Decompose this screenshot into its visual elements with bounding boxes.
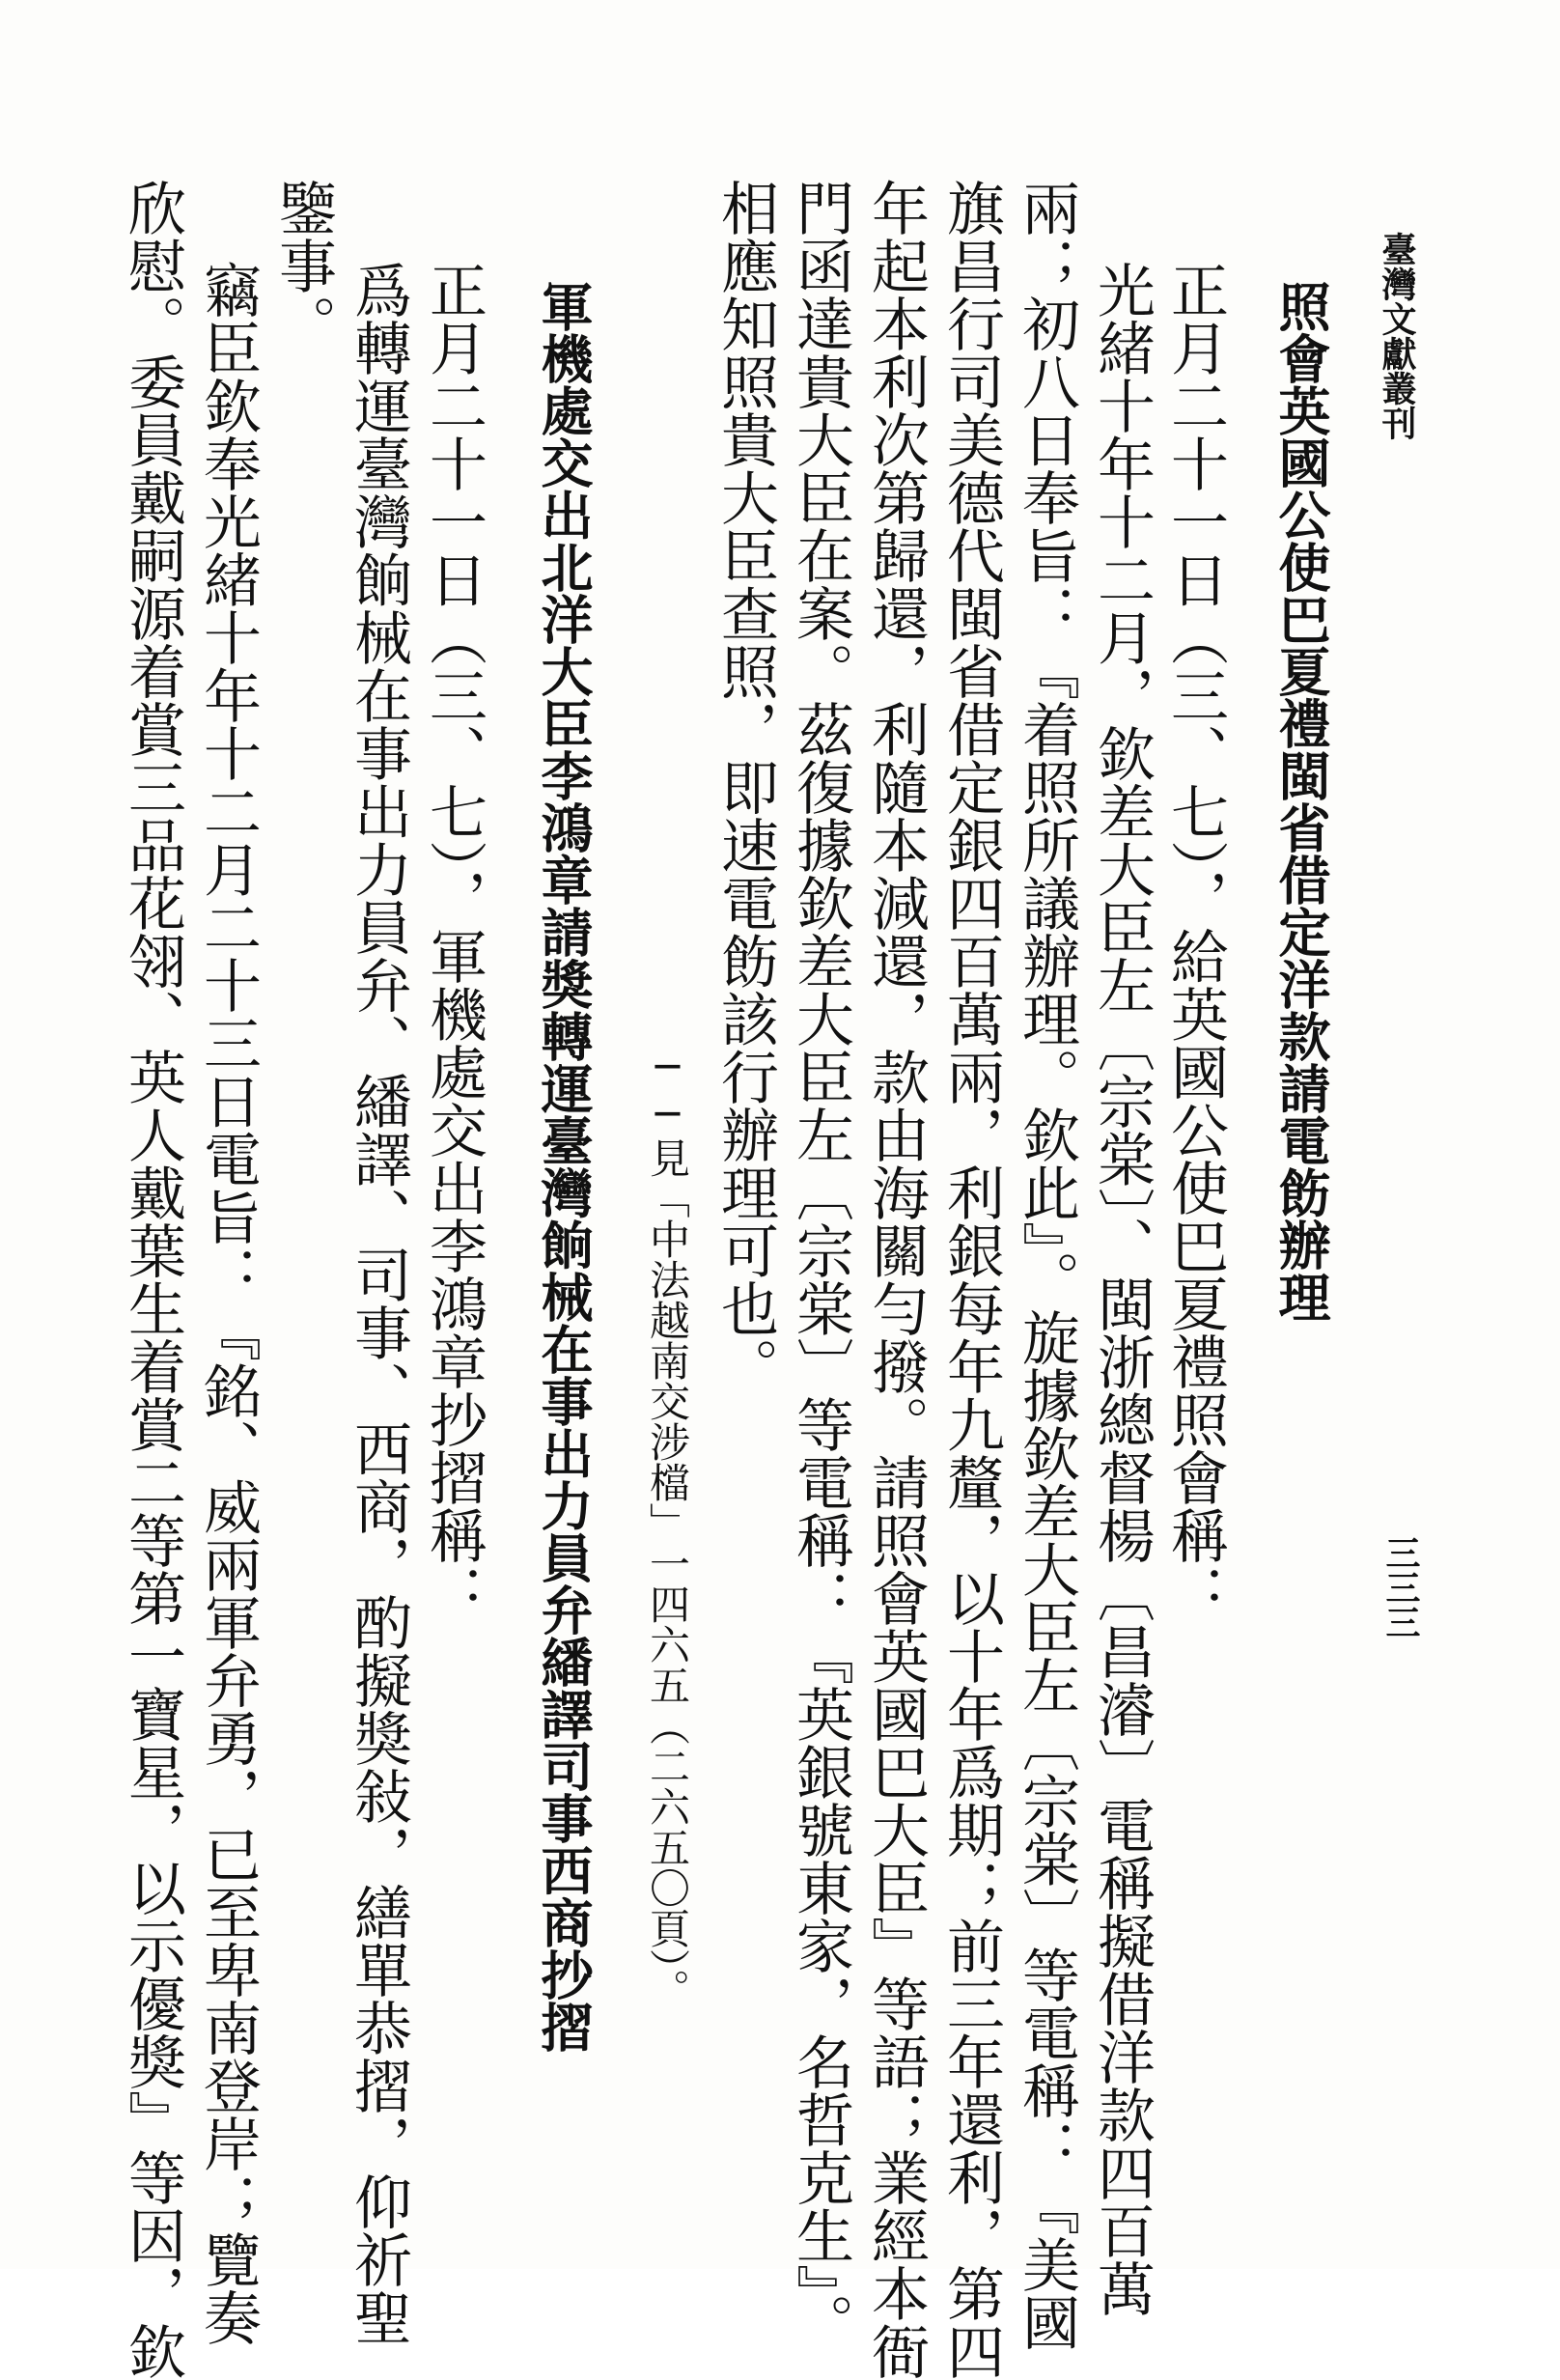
doc1-title: 照會英國公使巴夏禮閩省借定洋款請電飭辦理 <box>1270 280 1331 1323</box>
doc2-title: 軍機處交出北洋大臣李鴻章請獎轉運臺灣餉械在事出力員弁繙譯司事西商抄摺 <box>533 280 594 2053</box>
series-title: 臺灣文獻叢刊 <box>1377 232 1416 440</box>
doc1-line-1: 正月二十一日（三、七），給英國公使巴夏禮照會稱： <box>1161 261 1229 1622</box>
doc1-line-6: 門函達貴大臣在案。茲復據欽差大臣左〔宗棠〕等電稱：『英銀號東家，名哲克生』。 <box>787 179 854 2351</box>
doc1-line-7: 相應知照貴大臣查照，即速電飭該行辦理可也。 <box>711 179 779 1395</box>
doc2-line-3: 鑒事。 <box>269 179 337 352</box>
doc1-source-citation: ──見「中法越南交涉檔」一四六五（二六五〇頁）。 <box>644 1043 691 2009</box>
doc1-line-3: 兩；初八日奉旨：『着照所議辦理。欽此』。旋據欽差大臣左〔宗棠〕等電稱：『美國 <box>1013 179 1080 2351</box>
doc2-line-5: 欣慰。委員戴嗣源着賞三品花翎、英人戴葉生着賞二等第一寶星，以示優獎』等因，欽 <box>119 179 186 2380</box>
doc2-line-1: 正月二十一日（三、七），軍機處交出李鴻章抄摺稱： <box>420 261 488 1622</box>
doc2-line-2: 爲轉運臺灣餉械在事出力員弁、繙譯、司事、西商，酌擬獎敍，繕單恭摺，仰祈聖 <box>345 261 412 2346</box>
doc1-line-2: 光緒十年十二月，欽差大臣左〔宗棠〕、閩浙總督楊〔昌濬〕電稱擬借洋款四百萬 <box>1088 261 1156 2317</box>
doc2-line-4: 竊臣欽奉光緒十年十二月二十三日電旨：『銘、威兩軍弁勇，已至卑南登岸；覽奏 <box>194 261 262 2346</box>
doc1-line-4: 旗昌行司美德代閩省借定銀四百萬兩，利銀每年九釐，以十年爲期；前三年還利，第四 <box>937 179 1005 2380</box>
doc1-line-5: 年起本利次第歸還，利隨本減還，款由海關勻撥。請照會英國巴大臣』等語；業經本衙 <box>862 179 930 2380</box>
page-number: 三三三 <box>1380 1535 1420 1639</box>
